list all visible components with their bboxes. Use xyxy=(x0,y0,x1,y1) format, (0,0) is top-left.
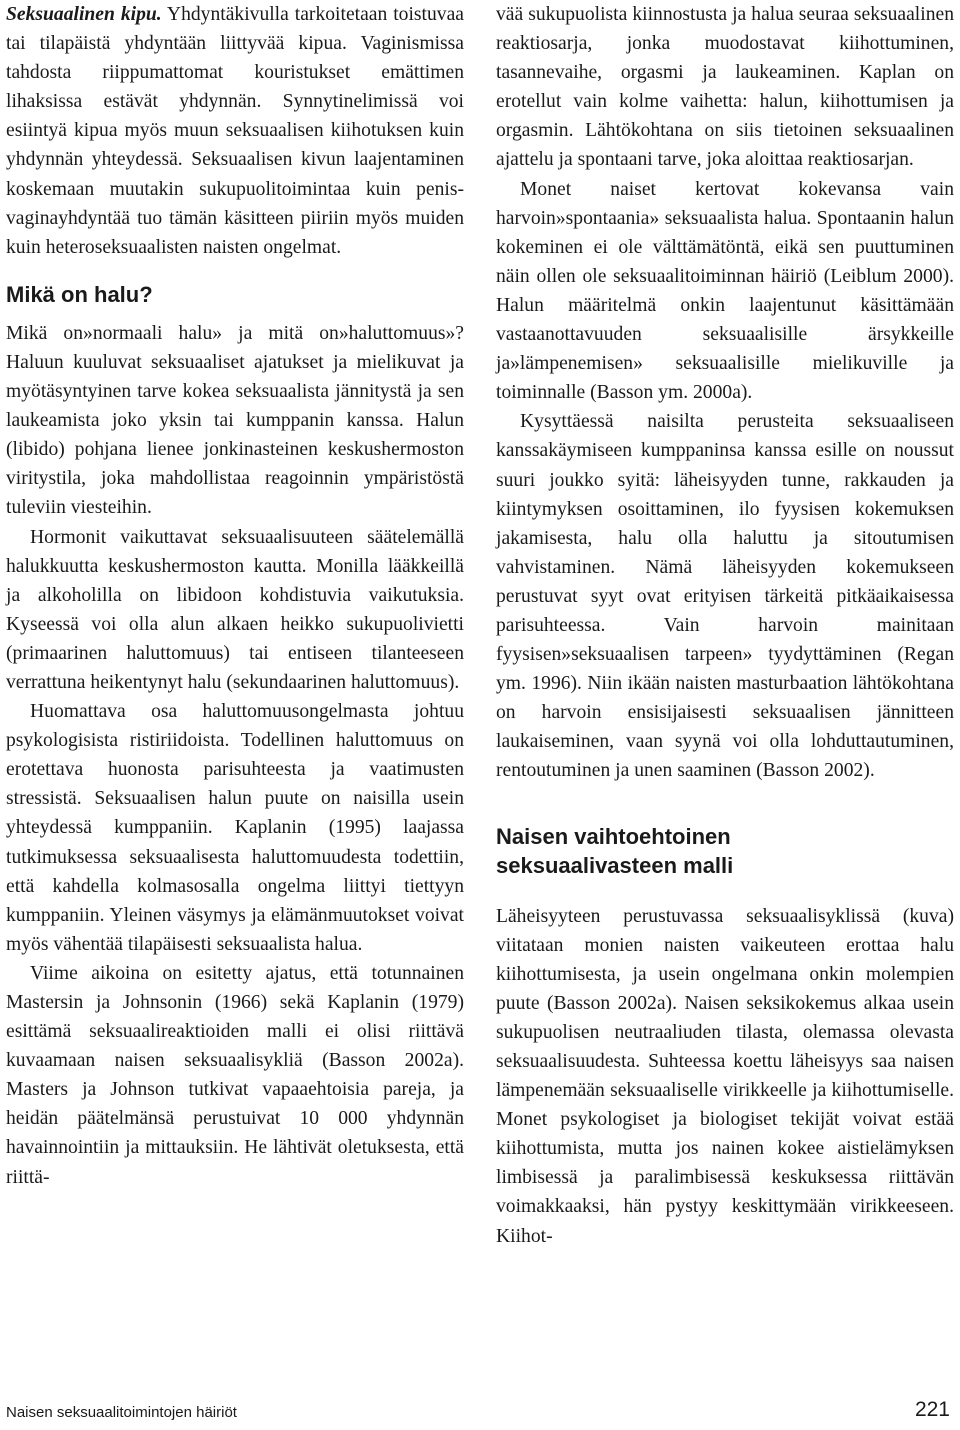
page-number: 221 xyxy=(914,1398,950,1421)
section-heading-malli xyxy=(496,822,954,880)
left-paragraph-2: Hormonit vaikuttavat seksuaalisuuteen säätelemällä halukkuutta keskushermoston kautta. Monilla lääkkeillä ja alkoholilla on libidoon kohdistuvia vaikutuksia. Kyseessä voi olla alun alkaen heikko sukupuolivietti (primaarinen haluttomuus) tai entiseen tilanteeseen verrattuna heikentynyt halu (sekundaarinen haluttomuus). xyxy=(6,526,464,693)
intro-paragraph xyxy=(6,0,464,262)
left-paragraph-3: Huomattava osa haluttomuusongelmasta johtuu psykologisista ristiriidoista. Todellinen haluttomuus on erotettava huonosta parisuhteesta ja vaatimusten stressistä. Seksuaalisen halun puute on naisilla usein yhteydessä kumppaniin. Kaplanin (1995) laajassa tutkimuksessa seksuaalisesta haluttomuudesta todettiin, että kahdella kolmasosalla ongelma liittyi tiettyyn kumppaniin. Yleinen väsymys ja elämänmuutokset voivat myös vähentää tilapäisesti seksuaalista halua. xyxy=(6,701,464,955)
section-heading-malli-line1: Naisen vaihtoehtoinen xyxy=(496,823,731,849)
intro-text: Yhdyntäkivulla tarkoitetaan toistuvaa tai tilapäistä yhdyntään liittyvää kipua. Vaginismissa tahdosta riippumattomat kouristukset emättimen lihaksissa estävät yhdynnän. Synnytinelimissä voi esiintyä kipua myös muun seksuaalisen kiihotuksen kuin yhdynnän yhteydessä. Seksuaalisen kivun laajentaminen koskemaan muutakin sukupuolitoimintaa kuin penis-vaginayhdyntää tuo tämän käsitteen piiriin myös muiden kuin heteroseksuaalisten naisten ongelmat. xyxy=(6,4,464,258)
left-column xyxy=(6,0,464,1192)
section-heading-malli-line2: seksuaalivasteen malli xyxy=(496,852,734,878)
right-paragraph-3: Kysyttäessä naisilta perusteita seksuaaliseen kanssakäymiseen kumppaninsa kanssa esille on noussut suuri joukko syitä: läheisyyden tunne, rakkauden ja kiintymyksen osoittaminen, ilo fyysisen kokemuksen jakamisesta, halu olla haluttu ja sitoutumisen vahvistaminen. Nämä läheisyyden kokemukseen perustuvat syyt ovat erityisen tärkeitä pitkäaikaisessa parisuhteessa. Vain harvoin mainitaan fyysisen»seksuaalisen tarpeen» tyydyttäminen (Regan ym. 1996). Niin ikään naisten masturbaation lähtökohtana on harvoin ensisijaisesti seksuaalisen jännitteen laukaiseminen, vaan syynä voi olla lohduttautuminen, rentoutuminen ja unen saaminen (Basson 2002). xyxy=(496,411,954,782)
right-paragraph-4: Läheisyyteen perustuvassa seksuaalisyklissä (kuva) viitataan monien naisten vaikeuteen erottaa halu kiihottumisesta, ja usein ongelmana onkin molempien puute (Basson 2002a). Naisen seksikokemus alkaa usein sukupuolisen neutraaliuden tilasta, olemassa olevasta seksuaalisuudesta. Suhteessa koettu läheisyys saa naisen lämpenemään seksuaaliselle virikkeelle ja kiihottumiselle. Monet psykologiset ja biologiset tekijät voivat estää kiihottumista, mutta jos nainen kokee aistielämyksen limbisessä ja paralimbisessä keskuksessa riittävän voimakkaaksi, hän pystyy keskittymään virikkeeseen. Kiihot- xyxy=(496,905,954,1247)
right-paragraph-1: vää sukupuolista kiinnostusta ja halua seuraa seksuaalinen reaktiosarja, jonka muodostavat kiihottuminen, tasannevaihe, orgasmi ja laukeaminen. Kaplan on erotellut vain kolme vaihetta: halun, kiihottumisen ja orgasmin. Lähtökohtana on siis tietoinen seksuaalinen ajattelu ja spontaani tarve, joka aloittaa reaktiosarjan. xyxy=(496,4,954,171)
intro-lead-term: Seksuaalinen kipu. xyxy=(6,4,162,25)
page-footer xyxy=(0,1396,960,1426)
right-column xyxy=(496,0,954,1251)
running-title: Naisen seksuaalitoimintojen häiriöt xyxy=(6,1404,237,1421)
right-paragraph-2: Monet naiset kertovat kokevansa vain harvoin»spontaania» seksuaalista halua. Spontaanin halun kokeminen ei ole välttämätöntä, eikä sen puuttuminen näin ollen ole seksuaalitoiminnan häiriö (Leiblum 2000). Halun määritelmä onkin laajentunut käsittämään vastaanottavuuden seksuaalisille ärsykkeille ja»lämpenemisen» seksuaalisille mielikuville ja toiminnalle (Basson ym. 2000a). xyxy=(496,178,954,404)
left-paragraph-1: Mikä on»normaali halu» ja mitä on»haluttomuus»? Haluun kuuluvat seksuaaliset ajatukset ja mielikuvat ja myötäsyntyinen tarve kokea seksuaalista jännitystä ja sen laukeamista joko yksin tai kumppanin kanssa. Halun (libido) pohjana lienee jonkinasteinen keskushermoston viritystila, joka mahdollistaa reagoinnin ympäristöstä tuleviin viesteihin. xyxy=(6,322,464,519)
left-paragraph-4: Viime aikoina on esitetty ajatus, että totunnainen Mastersin ja Johnsonin (1966) sekä Kaplanin (1979) esittämä seksuaalireaktioiden malli ei olisi riittävä kuvaamaan naisen seksuaalisykliä (Basson 2002a). Masters ja Johnson tutkivat vapaaehtoisia pareja, ja heidän päätelmänsä perustuivat 10 000 yhdynnän havainnointiin ja mittauksiin. He lähtivät oletuksesta, että riittä- xyxy=(6,962,464,1188)
section-heading-halu: Mikä on halu? xyxy=(6,281,153,307)
